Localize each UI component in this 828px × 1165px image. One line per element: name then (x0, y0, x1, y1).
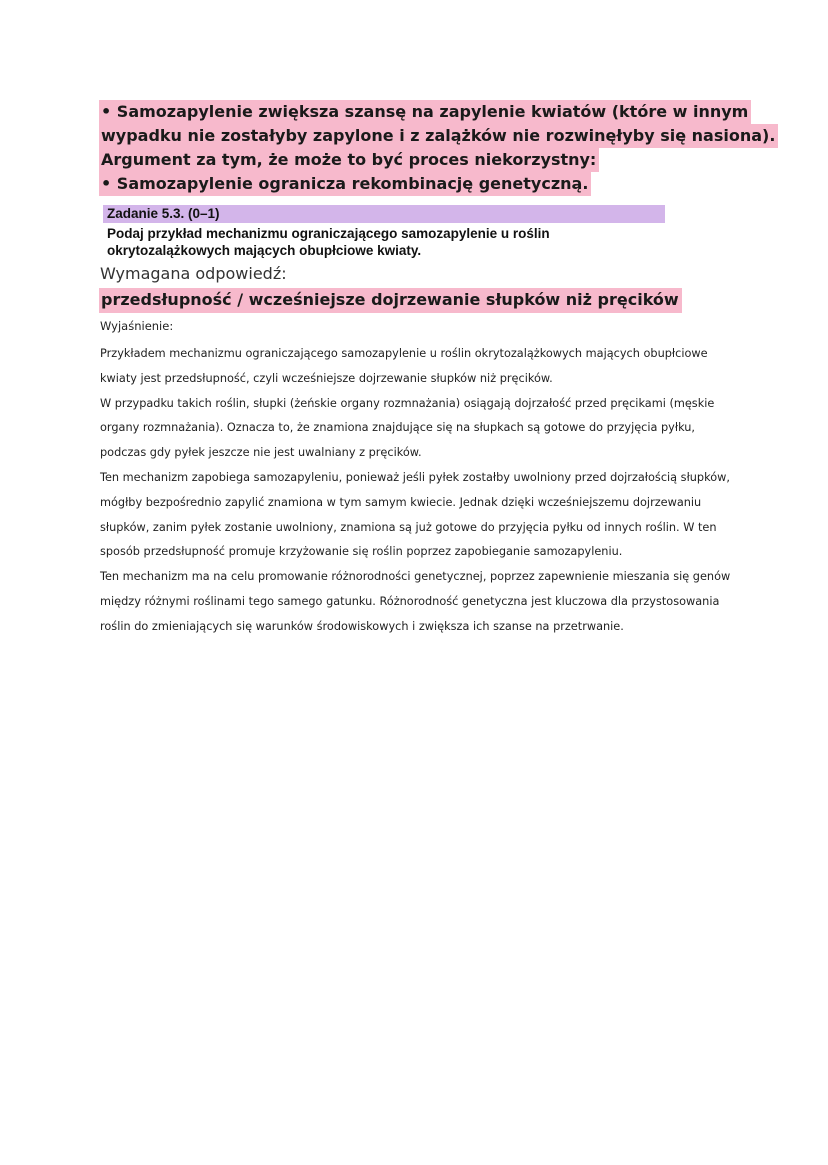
required-answer-label: Wymagana odpowiedź: (100, 264, 287, 283)
task-question-line-1: Podaj przykład mechanizmu ograniczającego samozapylenie u roślin (107, 226, 550, 241)
explanation-line: organy rozmnażania). Oznacza to, że znamiona znajdujące się na słupkach są gotowe do przyjęcia pyłku, (100, 421, 696, 435)
explanation-line: Ten mechanizm zapobiega samozapyleniu, ponieważ jeśli pyłek zostałby uwolniony przed dojrzałością słupków, (100, 470, 730, 484)
argument-line-4 (99, 172, 699, 196)
argument-line-2 (99, 124, 776, 148)
task-box (103, 205, 665, 259)
explanation-line: podczas gdy pyłek jeszcze nie jest uwalniany z pręcików. (100, 446, 422, 460)
argument-line-4-text: • Samozapylenie ogranicza rekombinację genetyczną. (99, 172, 591, 196)
explanation-line: kwiaty jest przedsłupność, czyli wcześniejsze dojrzewanie słupków niż pręcików. (100, 371, 553, 385)
explanation-line: między różnymi roślinami tego samego gatunku. Różnorodność genetyczna jest kluczowa dla przystosowania (100, 594, 720, 608)
argument-line-3-text: Argument za tym, że może to być proces niekorzystny: (99, 148, 599, 172)
explanation-line: sposób przedsłupność promuje krzyżowanie się roślin poprzez zapobieganie samozapyleniu. (100, 545, 623, 559)
explanation-body (100, 342, 740, 640)
argument-line-1 (99, 100, 749, 124)
explanation-line: mógłby bezpośrednio zapylić znamiona w tym samym kwiecie. Jednak dzięki wcześniejszemu dojrzewaniu (100, 495, 702, 509)
argument-line-1-text: • Samozapylenie zwiększa szansę na zapylenie kwiatów (które w innym (99, 100, 751, 124)
argument-line-2-text: wypadku nie zostałyby zapylone i z zalążków nie rozwinęłyby się nasiona). (99, 124, 778, 148)
explanation-line: Przykładem mechanizmu ograniczającego samozapylenie u roślin okrytozalążkowych mających obupłciowe (100, 347, 708, 360)
task-question-line-2: okrytozalążkowych mających obupłciowe kwiaty. (107, 243, 422, 258)
argument-line-3 (99, 148, 699, 172)
explanation-line: W przypadku takich roślin, słupki (żeńskie organy rozmnażania) osiągają dojrzałość przed pręcikami (męskie (100, 396, 715, 410)
explanation-line: roślin do zmieniających się warunków środowiskowych i zwiększa ich szanse na przetrwanie. (100, 619, 624, 633)
explanation-label: Wyjaśnienie: (100, 319, 174, 333)
required-answer-text: przedsłupność / wcześniejsze dojrzewanie słupków niż pręcików (99, 288, 682, 313)
required-answer (99, 288, 682, 312)
task-question (103, 223, 607, 259)
highlighted-arguments (99, 100, 776, 196)
explanation-line: słupków, zanim pyłek zostanie uwolniony, znamiona są już gotowe do przyjęcia pyłku od innych roślin. W ten (100, 520, 717, 534)
task-title: Zadanie 5.3. (0–1) (103, 205, 665, 223)
explanation-line: Ten mechanizm ma na celu promowanie różnorodności genetycznej, poprzez zapewnienie mieszania się genów (100, 570, 731, 584)
